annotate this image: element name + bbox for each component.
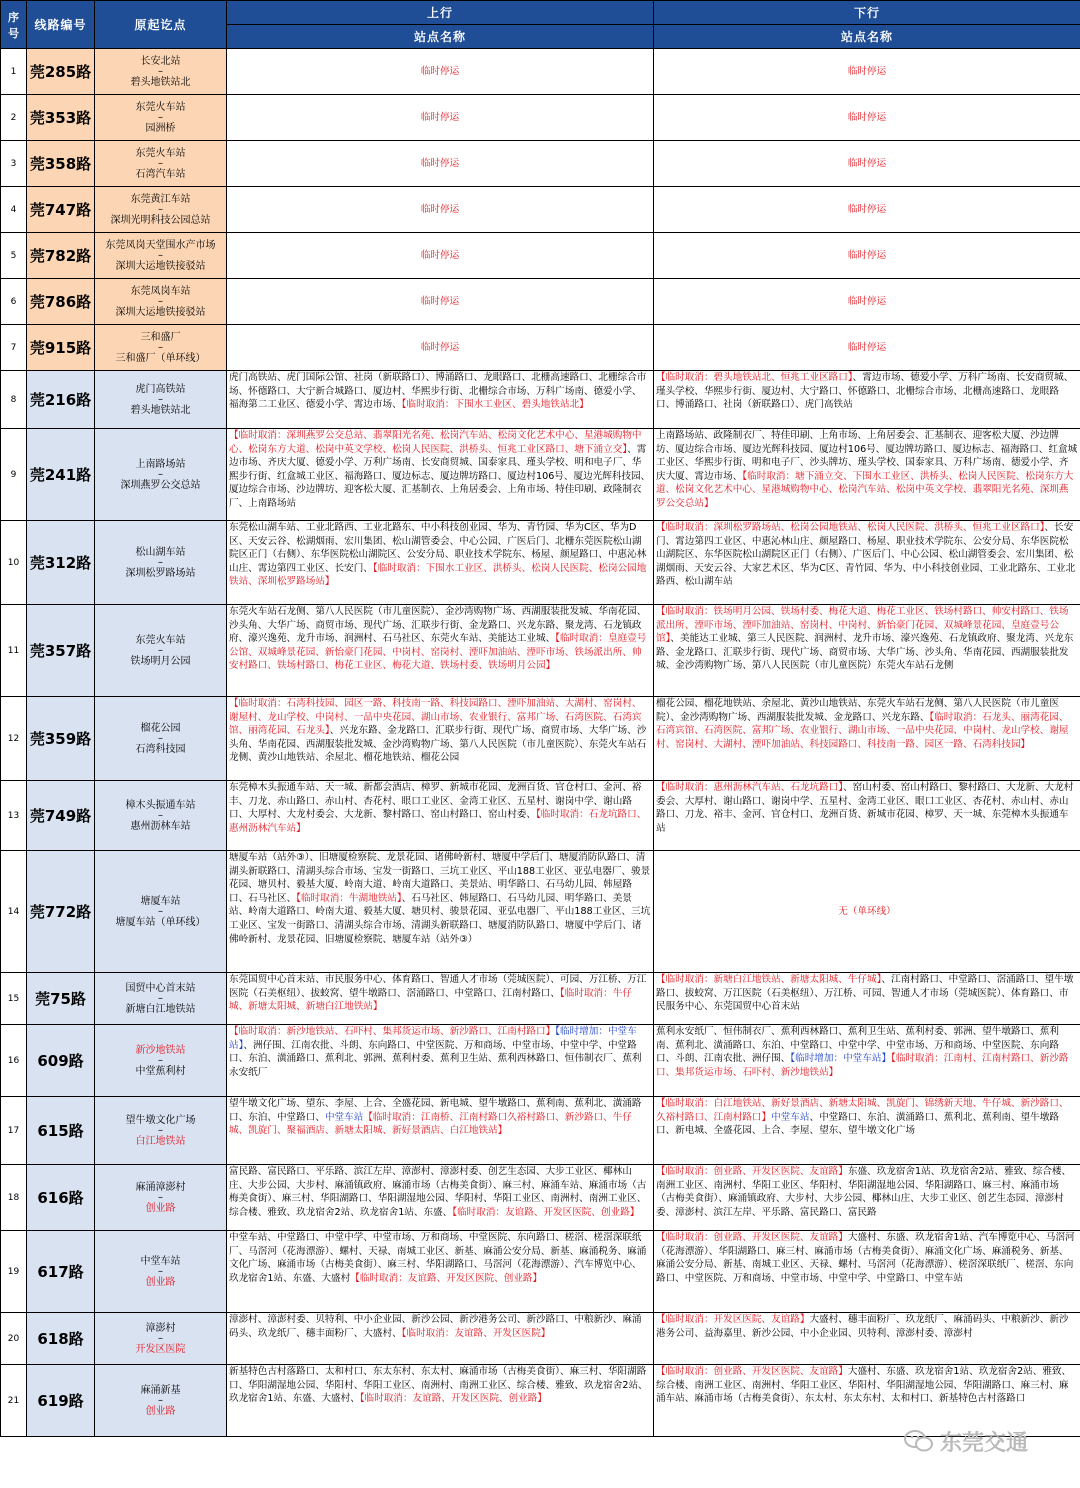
down-stops <box>654 605 1080 697</box>
stop-notice: 【临时取消：皇庭壹号公馆、双城峰景花园、新怡豪门花园、中岗村、窑岗村、湮吓加油站、湮吓市场、铁场派出所、帅安村路口、铁场村路口、梅花工业区、梅花大道、铁场村委、铁场明月公园】 <box>229 633 647 672</box>
stop-notice: 临时停运 <box>420 203 460 215</box>
stop-notice: 【临时取消：创业路、开发区医院、友谊路】 <box>656 1366 848 1377</box>
terminal-separator: – <box>158 732 163 744</box>
stop-list: 东莞松山湖车站、工业北路西、工业北路东、中小科技创业园、华为、青竹园、华为C区、华为D区、天安云谷、松湖烟雨、宏川集团、松山湖管委会、中心公园、广医后门、北栅东莞医院松山湖院区正门（右侧）、东华医院松山湖院区、公安分局、职业技术学院东、杨屋、颜屋路口、中惠沁林山庄、霄边第四工业区、长安门、 <box>229 522 647 574</box>
terminal-start: 漳澎村 <box>145 1322 176 1334</box>
route-number: 莞353路 <box>27 95 95 141</box>
header-terminals: 原起讫点 <box>95 1 227 49</box>
terminal-start: 东莞火车站 <box>135 147 186 159</box>
route-number: 莞749路 <box>27 781 95 851</box>
stop-notice: 临时停运 <box>420 295 460 307</box>
table-row <box>1 1313 1080 1365</box>
terminal-separator: – <box>158 1124 163 1136</box>
terminal-start: 樟木头振通车站 <box>125 799 196 811</box>
terminal-end: 深圳燕罗公交总站 <box>120 479 201 491</box>
terminal-end: 新塘白江地铁站 <box>125 1003 196 1015</box>
table-row <box>1 95 1080 141</box>
route-terminals <box>95 95 227 141</box>
stop-list: 、石马社区、韩屋路口、石马幼儿园、明华路口、美景站、岭南大道路口、岭南大道、毅基大厦、塘贝村、骏景花园、亚弘电器厂、平山188工业区、三坑工业区、宝发一街路口、清湖头综合市场、清湖头新联路口、塘厦消防队路口、塘厦中学后门、诸佛岭新村、龙景花园、旧塘厦检察院、塘厦车站（站外③） <box>229 892 651 945</box>
terminal-separator: – <box>158 341 163 353</box>
route-number: 莞786路 <box>27 279 95 325</box>
terminal-separator: – <box>158 65 163 77</box>
terminal-end: 深圳光明科技公园总站 <box>110 214 211 226</box>
terminal-start: 虎门高铁站 <box>135 383 186 395</box>
table-row <box>1 371 1080 429</box>
stop-list: 、中堂路口、东泊、潢涌路口、蕉利北、蕉利南、望牛墩路口、新电城、全盛花园、上合、李屋、望东、望牛墩文化广场 <box>656 1111 1059 1137</box>
stop-notice: 【临时取消：新沙地铁站、石吓村、集邦货运市场、新沙路口、江南村路口】 <box>229 1026 556 1037</box>
down-stops <box>654 697 1080 781</box>
down-stops <box>654 1165 1080 1231</box>
stop-list: 大盛村、东盛、玖龙宿舍1站、玖龙宿舍2站、雅致、综合楼、南洲工业区、南洲村、华阳工业区、华阳村、华阳湖湿地公园、华阳湖路口、麻三村、麻涌车站、麻涌市场（古梅美食街）、东太村、东太东村、太和村口、新基特色古村落路口 <box>656 1366 1072 1405</box>
terminal-start: 东莞凤岗天堂围水产市场 <box>105 239 216 251</box>
route-terminals <box>95 1025 227 1097</box>
terminal-end: 三和盛厂（单环线） <box>115 352 206 364</box>
table-row <box>1 1097 1080 1165</box>
route-terminals <box>95 781 227 851</box>
route-terminals <box>95 325 227 371</box>
route-terminals <box>95 697 227 781</box>
table-row <box>1 325 1080 371</box>
watermark <box>904 1424 1074 1458</box>
route-terminals <box>95 1165 227 1231</box>
terminal-start: 新沙地铁站 <box>135 1044 186 1056</box>
header-up-stop-name: 站点名称 <box>227 25 654 49</box>
header-up: 上行 <box>227 1 654 25</box>
terminal-separator: – <box>158 1054 163 1066</box>
table-row <box>1 1231 1080 1313</box>
route-terminals <box>95 1313 227 1365</box>
down-stops <box>654 325 1080 371</box>
row-number: 21 <box>1 1365 27 1437</box>
down-stops <box>654 49 1080 95</box>
terminal-start: 望牛墩文化广场 <box>125 1114 196 1126</box>
stop-list: 、美能达工业城、第三人民医院、润洲村、龙升市场、濠兴逸苑、石龙镇政府、聚龙湾、兴龙东路、金龙路口、汇联步行街、现代广场、商贸市场、大华广场、沙头角、华南花园、西湖服装批发城、金沙湾购物广场、第八人民医院（市儿童医院）东莞火车站石龙侧 <box>656 633 1074 672</box>
terminal-end: 开发区医院 <box>135 1343 186 1355</box>
table-row <box>1 279 1080 325</box>
terminal-start: 东莞火车站 <box>135 101 186 113</box>
stop-notice: 临时停运 <box>420 249 460 261</box>
terminal-separator: – <box>158 111 163 123</box>
terminal-separator: – <box>158 157 163 169</box>
table-row <box>1 605 1080 697</box>
table-row <box>1 1025 1080 1097</box>
stop-notice: 临时停运 <box>847 203 887 215</box>
terminal-separator: – <box>158 468 163 480</box>
row-number: 20 <box>1 1313 27 1365</box>
up-stops <box>227 49 654 95</box>
terminal-separator: – <box>158 905 163 917</box>
route-number: 莞216路 <box>27 371 95 429</box>
row-number: 13 <box>1 781 27 851</box>
stop-notice: 【临时取消：友谊路、开发区医院、创业路】 <box>350 1272 543 1284</box>
stop-list: 蕉利永安纸厂、恒伟制衣厂、蕉利西林路口、蕉利卫生站、蕉利村委、郭洲、望牛墩路口、蕉利南、蕉利北、潢涌路口、东泊、中堂路口、中堂中学、中堂市场、万和商场、中堂医院、东向路口、斗朗、江南农批、洲仔围、 <box>656 1026 1059 1065</box>
row-number: 11 <box>1 605 27 697</box>
stop-list: 、霄边市场、德爱小学、万科广场南、长安商贸城、瑾头学校、华熙步行街、厦边村、大宁路口、怀德路口、北栅综合市场、北栅高速路口、龙眼路口、博涌路口、社岗（新联路口）、虎门高铁站 <box>656 372 1074 411</box>
row-number: 12 <box>1 697 27 781</box>
row-number: 16 <box>1 1025 27 1097</box>
up-stops <box>227 1231 654 1313</box>
terminal-start: 长安北站 <box>140 55 181 67</box>
stop-notice: 【临时取消：创业路、开发区医院、友谊路】 <box>656 1232 848 1243</box>
up-stops <box>227 279 654 325</box>
terminal-end: 园洲桥 <box>145 122 176 134</box>
header-route: 线路编号 <box>27 1 95 49</box>
stop-notice: 【临时取消：江南村、江南村路口、新沙路口、集邦货运市场、石吓村、新沙地铁站】 <box>656 1053 1069 1078</box>
down-stops <box>654 781 1080 851</box>
terminal-start: 国贸中心首末站 <box>125 982 196 994</box>
stop-notice: 【临时取消：塘下涌立交、下围水工业区、洪桥头、松岗人民医院、松岗东方大道、松岗文化艺术中心、星港城购物中心、松岗汽车站、松岗中英文学校、翡翠阳光名苑、深圳燕罗公交总站】 <box>656 470 1074 509</box>
route-terminals <box>95 49 227 95</box>
stop-notice: 【临时取消：友谊路、开发区医院、创业路】 <box>452 1206 640 1218</box>
stop-notice: 【临时取消：下围水工业区、碧头地铁站北】 <box>401 399 589 411</box>
up-stops <box>227 1313 654 1365</box>
stop-notice: 【临时取消：下围水工业区、洪桥头、松岗人民医院、松岗公园地铁站、深圳松罗路场站】 <box>229 562 647 588</box>
down-stops <box>654 851 1080 973</box>
row-number: 1 <box>1 49 27 95</box>
route-terminals <box>95 429 227 521</box>
up-stops <box>227 233 654 279</box>
stop-added: 【临时增加：中堂车站】 <box>790 1053 892 1065</box>
terminal-separator: – <box>158 992 163 1004</box>
table-row <box>1 429 1080 521</box>
route-number: 莞357路 <box>27 605 95 697</box>
route-number: 莞358路 <box>27 141 95 187</box>
down-stops <box>654 233 1080 279</box>
terminal-separator: – <box>158 1394 163 1406</box>
route-terminals <box>95 1365 227 1437</box>
down-stops <box>654 1097 1080 1165</box>
down-stops <box>654 95 1080 141</box>
stop-list: 新基特色古村落路口、太和村口、东太东村、东太村、麻涌市场（古梅美食街）、麻三村、华阳湖路口、华阳湖湿地公园、华阳村、华阳工业区、南洲村、南洲工业区、综合楼、雅致、玖龙宿舍2站、玖龙宿舍1站、东盛、大盛村、 <box>229 1366 648 1405</box>
row-number: 10 <box>1 521 27 605</box>
route-number: 618路 <box>27 1313 95 1365</box>
terminal-end: 碧头地铁站北 <box>130 76 191 88</box>
table-row <box>1 973 1080 1025</box>
up-stops <box>227 187 654 233</box>
route-number: 617路 <box>27 1231 95 1313</box>
stop-notice: 【临时取消：铁场明月公园、铁场村委、梅花大道、梅花工业区、铁场村路口、帅安村路口、铁场派出所、湮吓市场、湮吓加油站、窑岗村、中岗村、新怡豪门花园、双城峰景花园、皇庭壹号公馆】 <box>656 606 1069 645</box>
route-number: 莞915路 <box>27 325 95 371</box>
terminal-end: 铁场明月公园 <box>130 655 191 667</box>
terminal-separator: – <box>158 644 163 656</box>
stop-list: 、兴龙东路、金龙路口、汇联步行街、现代广场、商贸市场、大华广场、沙头角、华南花园、西湖服装批发城、金沙湾购物广场、第八人民医院（市儿童医院）、东莞火车站石龙侧、黄沙山地铁站、余屋北、榴花地铁站、榴花公园 <box>229 725 647 764</box>
stop-list: 、窑山村委、窑山村路口、黎村路口、大龙新、大龙村委会、大厚村、谢山路口、谢岗中学、五星村、金湾工业区、眼口工业区、杏花村、赤山村、赤山路口、刀龙、裕丰、金河、官仓村口、龙洲百货、新城市花园、樟罗、天一城、东莞樟木头振通车站 <box>656 782 1074 834</box>
row-number: 4 <box>1 187 27 233</box>
terminal-start: 榴花公园 <box>140 722 181 734</box>
stop-list: 望牛墩文化广场、望东、李屋、上合、全盛花园、新电城、望牛墩路口、蕉利南、蕉利北、潢涌路口、东泊、中堂路口、 <box>229 1098 642 1123</box>
terminal-end: 创业路 <box>145 1202 176 1214</box>
down-stops <box>654 371 1080 429</box>
route-terminals <box>95 371 227 429</box>
terminal-end: 中堂蕉利村 <box>135 1065 186 1077</box>
row-number: 5 <box>1 233 27 279</box>
route-number: 莞241路 <box>27 429 95 521</box>
terminal-start: 中堂车站 <box>140 1255 181 1267</box>
table-row <box>1 49 1080 95</box>
up-stops <box>227 781 654 851</box>
header-seq: 序号 <box>1 1 27 49</box>
table-row <box>1 781 1080 851</box>
down-stops <box>654 1313 1080 1365</box>
row-number: 6 <box>1 279 27 325</box>
stop-notice: 【临时取消：碧头地铁站北、恒兆工业区路口】 <box>656 372 853 383</box>
terminal-start: 塘厦车站 <box>140 895 181 907</box>
stop-notice: 临时停运 <box>847 157 887 169</box>
stop-list: 东莞樟木头振通车站、天一城、新都会酒店、樟罗、新城市花园、龙洲百货、官仓村口、金河、裕丰、刀龙、赤山路口、赤山村、杏花村、眼口工业区、金湾工业区、五星村、谢岗中学、谢山路口、大厚村、大龙村委会、大龙新、黎村路口、窑山村路口、窑山村委、 <box>229 782 642 821</box>
route-number: 615路 <box>27 1097 95 1165</box>
stop-list: 、霄边市场、齐庆大厦、德爱小学、万利广场南、长安商贸城、国泰家具、瑾头学校、明和电子厂、华熙步行街、红盒城工业区、福海路口、厦边标志、厦边牌坊路口、厦边村106号、厦边光辉科技园、厦边综合市场、沙边牌坊、迎客松大厦、汇基制衣、上角居委会、上角市场、特佳印刷、政隆制衣厂、上南路场站 <box>229 443 651 509</box>
stop-notice: 【临时取消：石龙坑路口、惠州沥林汽车站】 <box>229 809 647 834</box>
up-stops <box>227 605 654 697</box>
terminal-start: 三和盛厂 <box>140 331 181 343</box>
stop-notice: 临时停运 <box>847 341 887 353</box>
table-row <box>1 851 1080 973</box>
terminal-end: 创业路 <box>145 1405 176 1417</box>
terminal-end: 创业路 <box>145 1276 176 1288</box>
row-number: 9 <box>1 429 27 521</box>
stop-list: 榴花公园、榴花地铁站、余屋北、黄沙山地铁站、东莞火车站石龙侧、第八人民医院（市儿童医院）、金沙湾购物广场、西湖服装批发城、金龙路口、兴龙东路、 <box>656 698 1059 723</box>
up-stops <box>227 95 654 141</box>
stop-notice: 临时停运 <box>847 65 887 77</box>
down-stops <box>654 141 1080 187</box>
down-stops <box>654 1231 1080 1313</box>
stop-notice: 【临时取消：白江地铁站、新好景酒店、新塘太阳城、凯旋门、锦绣新天地、牛仔城、新沙路口、久裕村路口、江南村路口】 <box>656 1098 1069 1123</box>
terminal-end: 石湾科技园 <box>135 743 186 755</box>
up-stops <box>227 1165 654 1231</box>
up-stops <box>227 141 654 187</box>
route-number: 莞772路 <box>27 851 95 973</box>
stop-notice: 【临时取消：友谊路、开发区医院】 <box>401 1327 551 1339</box>
stop-notice: 【临时取消：惠州沥林汽车站、石龙坑路口】 <box>656 782 844 793</box>
route-number: 莞285路 <box>27 49 95 95</box>
stop-added: 中堂车站 <box>771 1111 810 1123</box>
stop-notice: 【临时取消：友谊路、开发区医院、创业路】 <box>359 1393 547 1405</box>
terminal-end: 深圳松罗路场站 <box>125 567 196 579</box>
stop-notice: 【临时取消：新塘白江地铁站、新塘太阳城、牛仔城】 <box>656 974 882 985</box>
table-row <box>1 233 1080 279</box>
terminal-start: 上南路场站 <box>135 458 186 470</box>
terminal-start: 东莞火车站 <box>135 634 186 646</box>
stop-list: 富民路、富民路口、平乐路、滨江左岸、漳澎村、漳澎村委、创艺生态园、大步工业区、椰林山庄、大步公园、大步村、麻涌镇政府、麻涌市场（古梅美食街）、麻三村、麻涌车站、麻涌市场（古梅美食街）、麻三村、华阳湖路口、华阳湖湿地公园、华阳村、华阳工业区、南洲村、南洲工业区、综合楼、雅致、玖龙宿舍2站、玖龙宿舍1站、东盛、 <box>229 1166 647 1218</box>
terminal-end: 惠州沥林车站 <box>130 820 191 832</box>
row-number: 17 <box>1 1097 27 1165</box>
stop-list: 大盛村、穗丰面粉厂、玖龙纸厂、麻涌码头、中粮新沙、新沙港务公司、益海嘉里、新沙公园、中小企业园、贝特利、漳澎村委、漳澎村 <box>656 1314 1069 1339</box>
terminal-separator: – <box>158 1191 163 1203</box>
terminal-end: 碧头地铁站北 <box>130 404 191 416</box>
row-number: 19 <box>1 1231 27 1313</box>
table-row <box>1 141 1080 187</box>
terminal-start: 松山湖车站 <box>135 546 186 558</box>
stop-notice: 【临时取消：深圳燕罗公交总站、翡翠阳光名苑、松岗汽车站、松岗文化艺术中心、星港城购物中心、松岗东方大道、松岗中英文学校、松岗人民医院、洪桥头、恒兆工业区路口、塘下涌立交】 <box>229 430 642 455</box>
up-stops <box>227 973 654 1025</box>
route-terminals <box>95 1097 227 1165</box>
stop-notice: 【临时取消：江南桥、江南村路口久裕村路口、新沙路口、牛仔城、凯旋门、聚福酒店、新塘太阳城、新好景酒店、白江地铁站】 <box>229 1111 632 1137</box>
stop-notice: 【临时取消：创业路、开发区医院、友谊路】 <box>656 1166 848 1177</box>
stop-notice: 临时停运 <box>420 111 460 123</box>
route-number: 莞782路 <box>27 233 95 279</box>
header-down-stop-name: 站点名称 <box>654 25 1080 49</box>
watermark-text: 东莞交通 <box>940 1430 1029 1456</box>
row-number: 8 <box>1 371 27 429</box>
stop-notice: 临时停运 <box>847 249 887 261</box>
terminal-separator: – <box>158 556 163 568</box>
route-number: 莞747路 <box>27 187 95 233</box>
stop-list: 、江南村路口、中堂路口、滘涌路口、望牛墩路口、拔蛟窝、万江医院（石美枢纽）、万江桥、可园、智通人才市场（莞城医院）、体育路口、市民服务中心、东莞国贸中心首末站 <box>656 974 1074 1013</box>
terminal-end: 深圳大运地铁接驳站 <box>115 260 206 272</box>
stop-notice: 【临时取消：石龙头、丽湾花园、石湾宾馆、石湾医院、富邦广场、农业银行、湖山市场、一品中央花园、中岗村、龙山学校、谢屋村、窑岗村、大湖村、湮吓加油站、科技园路口、科技南一路、园区一路、石湾科技园】 <box>656 711 1069 750</box>
route-terminals <box>95 851 227 973</box>
table-row <box>1 697 1080 781</box>
stop-notice: 【临时取消：牛湖地铁站】 <box>296 892 402 904</box>
stop-list: 塘厦车站（站外③）、旧塘厦检察院、龙景花园、诸佛岭新村、塘厦中学后门、塘厦消防队路口、清湖头新联路口、清湖头综合市场、宝发一街路口、三坑工业区、平山188工业区、亚弘电器厂、骏景花园、塘贝村、毅基大厦、岭南大道、岭南大道路口、美景站、明华路口、石马幼儿园、韩屋路口、石马社区、 <box>229 852 651 904</box>
route-terminals <box>95 141 227 187</box>
table-row <box>1 521 1080 605</box>
stop-list: 东莞火车站石龙侧、第八人民医院（市儿童医院）、金沙湾购物广场、西湖服装批发城、华南花园、沙头角、大华广场、商贸市场、现代广场、汇联步行街、金龙路口、兴龙东路、聚龙湾、石龙镇政府、濠兴逸苑、龙升市场、润洲村、石马社区、东莞火车站、美能达工业城、 <box>229 606 647 645</box>
stop-list: 东盛、玖龙宿舍1站、玖龙宿舍2站、雅致、综合楼、南洲工业区、南洲村、华阳工业区、华阳村、华阳湖湿地公园、华阳湖路口、麻三村、麻涌市场（古梅美食街）、麻涌镇政府、大步村、大步公园、椰林山庄、大步工业区、创艺生态园、漳澎村委、漳澎村、滨江左岸、平乐路、富民路口、富民路 <box>656 1166 1072 1218</box>
row-number: 15 <box>1 973 27 1025</box>
row-number: 7 <box>1 325 27 371</box>
table-row <box>1 1165 1080 1231</box>
stop-notice: 临时停运 <box>420 65 460 77</box>
stop-notice: 【临时取消：开发区医院、友谊路】 <box>656 1314 810 1325</box>
terminal-start: 麻涌漳澎村 <box>135 1181 186 1193</box>
up-stops <box>227 851 654 973</box>
down-stops <box>654 521 1080 605</box>
down-stops <box>654 279 1080 325</box>
up-stops <box>227 1025 654 1097</box>
stop-added: 中堂车站 <box>324 1111 364 1123</box>
stop-notice: 临时停运 <box>847 295 887 307</box>
terminal-end: 深圳大运地铁接驳站 <box>115 306 206 318</box>
stop-list: 虎门高铁站、虎门国际公馆、社岗（新联路口）、博涌路口、龙眼路口、北栅高速路口、北栅综合市场、怀德路口、大宁新合城路口、厦边村、华熙步行街、北栅综合市场、万科广场南、德爱小学、福海第二工业区、德爱小学、霄边市场、 <box>229 372 647 411</box>
stop-added: 【临时增加：中堂车站】 <box>229 1026 637 1051</box>
route-terminals <box>95 233 227 279</box>
route-number: 619路 <box>27 1365 95 1437</box>
stop-notice: 无（单环线） <box>838 905 896 917</box>
header-down: 下行 <box>654 1 1080 25</box>
terminal-end: 塘厦车站（单环线） <box>115 916 206 928</box>
up-stops <box>227 697 654 781</box>
terminal-separator: – <box>158 393 163 405</box>
row-number: 2 <box>1 95 27 141</box>
terminal-start: 东莞凤岗车站 <box>130 285 191 297</box>
stop-list: 东莞国贸中心首末站、市民服务中心、体育路口、智通人才市场（莞城医院）、可园、万江桥、万江医院（石美枢纽）、拔蛟窝、望牛墩路口、滘涌路口、中堂路口、江南村路口、 <box>229 974 647 999</box>
terminal-end: 石湾汽车站 <box>135 168 186 180</box>
terminal-separator: – <box>158 249 163 261</box>
stop-list: 大盛村、东盛、玖龙宿舍1站、汽车博览中心、马滘河（花海漂游）、华阳湖路口、麻三村、麻涌市场（古梅美食街）、麻涌文化广场、麻涌税务、新基、麻涌公安分局、新基、南城工业区、天禄、螺村、马滘河（花海漂游）、槎滘深联纸厂、槎滘、东向路口、中堂医院、万和商场、中堂市场、中堂中学、中堂路口、中堂车站 <box>656 1232 1075 1284</box>
stop-list: 上南路场站、政隆制衣厂、特佳印刷、上角市场、上角居委会、汇基制衣、迎客松大厦、沙边牌坊、厦边综合市场、厦边光辉科技园、厦边村106号、厦边牌坊路口、厦边标志、福海路口、红盒城工业区、华熙步行街、明和电子厂、沙头牌坊、瑾头学校、国泰家具、万科广场南、德爱小学、齐庆大厦、霄边市场、 <box>656 430 1078 482</box>
terminal-separator: – <box>158 1332 163 1344</box>
stop-notice: 临时停运 <box>420 157 460 169</box>
up-stops <box>227 1365 654 1437</box>
stop-notice: 【临时取消：牛仔城、新塘太阳城、新塘白江地铁站】 <box>229 987 632 1013</box>
up-stops <box>227 325 654 371</box>
route-number: 莞75路 <box>27 973 95 1025</box>
stop-list: 、洲仔围、江南农批、斗朗、东向路口、中堂医院、万和商场、中堂市场、中堂中学、中堂路口、东泊、潢涌路口、蕉利北、郭洲、蕉利村委、蕉利卫生站、蕉利西林路口、恒伟制衣厂、蕉利永安纸厂 <box>229 1039 642 1078</box>
down-stops <box>654 1025 1080 1097</box>
stop-list: 中堂车站、中堂路口、中堂中学、中堂市场、万和商场、中堂医院、东向路口、槎滘、槎滘深联纸厂、马滘河（花海漂游）、螺村、天禄、南城工业区、新基、麻涌公安分局、新基、麻涌税务、麻涌文化广场、麻涌市场（古梅美食街）、麻三村、华阳湖路口、马滘河（花海漂游）、汽车博览中心、玖龙宿舍1站、东盛、大盛村 <box>229 1232 647 1284</box>
table-body <box>1 49 1080 1437</box>
route-number: 莞359路 <box>27 697 95 781</box>
up-stops <box>227 521 654 605</box>
route-terminals <box>95 973 227 1025</box>
up-stops <box>227 429 654 521</box>
route-terminals <box>95 1231 227 1313</box>
terminal-separator: – <box>158 203 163 215</box>
terminal-separator: – <box>158 1265 163 1277</box>
row-number: 14 <box>1 851 27 973</box>
stop-notice: 临时停运 <box>420 341 460 353</box>
route-terminals <box>95 521 227 605</box>
route-number: 莞312路 <box>27 521 95 605</box>
stop-notice: 临时停运 <box>847 111 887 123</box>
down-stops <box>654 973 1080 1025</box>
row-number: 18 <box>1 1165 27 1231</box>
row-number: 3 <box>1 141 27 187</box>
route-number: 616路 <box>27 1165 95 1231</box>
stop-list: 漳澎村、漳澎村委、贝特利、中小企业园、新沙公园、新沙港务公司、新沙路口、中粮新沙、麻涌码头、玖龙纸厂、穗丰面粉厂、大盛村、 <box>229 1314 642 1339</box>
terminal-start: 麻涌新基 <box>140 1384 181 1396</box>
wechat-icon <box>904 1429 934 1453</box>
terminal-end: 白江地铁站 <box>135 1135 186 1147</box>
up-stops <box>227 1097 654 1165</box>
route-terminals <box>95 187 227 233</box>
up-stops <box>227 371 654 429</box>
terminal-start: 东莞黄江车站 <box>130 193 191 205</box>
down-stops <box>654 187 1080 233</box>
terminal-separator: – <box>158 809 163 821</box>
down-stops <box>654 429 1080 521</box>
route-terminals <box>95 605 227 697</box>
terminal-separator: – <box>158 295 163 307</box>
stop-list: 、长安门、霄边第四工业区、中惠沁林山庄、颜屋路口、杨屋、职业技术学院东、公安分局、东华医院松山湖院区、东华医院松山湖院区正门（右侧）、广医后门、中心公园、松山湖管委会、宏川集团、松湖烟雨、天安云谷、大家艺术区、华为C区、青竹园、华为、中小科技创业园、工业北路东、工业北路西、松山湖车站 <box>656 522 1076 588</box>
route-number: 609路 <box>27 1025 95 1097</box>
stop-notice: 【临时取消：深圳松罗路场站、松岗公园地铁站、松岗人民医院、洪桥头、恒兆工业区路口】 <box>656 522 1045 533</box>
stop-notice: 【临时取消：石湾科技园、园区一路、科技南一路、科技园路口、湮吓加油站、大湖村、窑岗村、谢屋村、龙山学校、中岗村、一品中央花园、湖山市场、农业银行、富邦广场、石湾医院、石湾宾馆、丽湾花园、石龙头】 <box>229 698 642 737</box>
table-row <box>1 187 1080 233</box>
route-terminals <box>95 279 227 325</box>
